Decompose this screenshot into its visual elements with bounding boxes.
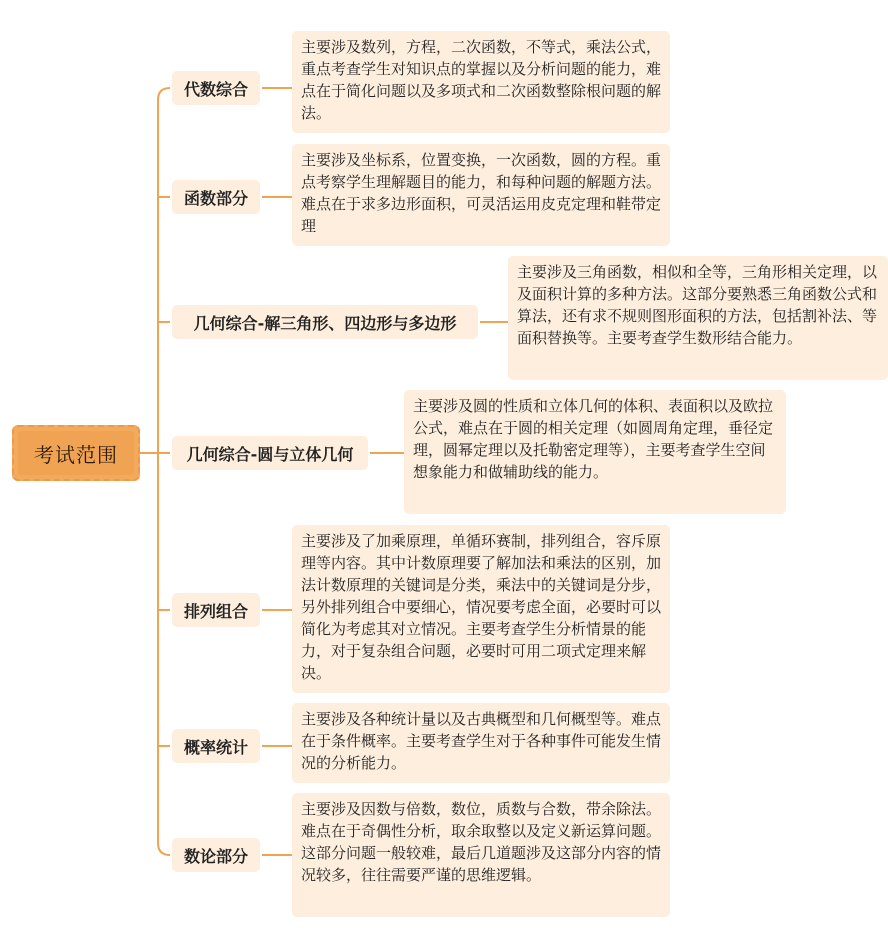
branch-label: 函数部分 xyxy=(183,188,248,208)
description-text: 主要涉及了加乘原理，单循环赛制，排列组合，容斥原理等内容。其中计数原理要了解加法和乘法的区别，加法计数原理的关键词是分类，乘法中的关键词是分步，另外排列组合中要细心，情况要考虑全面，必要时可以简化为考虑其对立情况。主要考查学生分析情景的能力，对于复杂组合问题，必要时可用二项式定理来解决。 xyxy=(301,532,662,682)
branch-node-probability[interactable] xyxy=(172,729,260,763)
description-text: 主要涉及数列，方程，二次函数，不等式，乘法公式，重点考查学生对知识点的掌握以及分析问题的能力，难点在于简化问题以及多项式和二次函数整除根问题的解法。 xyxy=(301,38,662,122)
description-text: 主要涉及坐标系，位置变换，一次函数，圆的方程。重点考察学生理解题目的能力，和每种问题的解题方法。难点在于求多边形面积，可灵活运用皮克定理和鞋带定理 xyxy=(301,151,662,235)
description-text: 主要涉及各种统计量以及古典概型和几何概型等。难点在于条件概率。主要考查学生对于各种事件可能发生情况的分析能力。 xyxy=(301,710,662,772)
branch-label: 排列组合 xyxy=(183,601,248,621)
description-text: 主要涉及三角函数，相似和全等，三角形相关定理，以及面积计算的多种方法。这部分要熟悉三角函数公式和算法，还有求不规则图形面积的方法，包括割补法、等面积替换等。主要考查学生数形结合能力。 xyxy=(517,263,878,347)
description-algebra xyxy=(292,31,670,133)
root-node[interactable] xyxy=(12,425,140,481)
branch-node-combinatorics[interactable] xyxy=(172,593,260,627)
branch-label: 数论部分 xyxy=(183,846,248,866)
description-combinatorics xyxy=(292,525,670,693)
branch-label: 几何综合-解三角形、四边形与多边形 xyxy=(193,313,457,333)
description-probability xyxy=(292,703,670,783)
branch-node-geometry-polygons[interactable] xyxy=(172,305,478,339)
branch-node-algebra[interactable] xyxy=(172,71,260,105)
description-number-theory xyxy=(292,793,670,917)
description-text: 主要涉及因数与倍数，数位，质数与合数，带余除法。难点在于奇偶性分析，取余取整以及定义新运算问题。这部分问题一般较难，最后几道题涉及这部分内容的情况较多，往往需要严谨的思维逻辑。 xyxy=(301,800,662,884)
description-geometry-polygons xyxy=(508,256,888,380)
branch-label: 几何综合-圆与立体几何 xyxy=(186,444,354,464)
branch-label: 代数综合 xyxy=(183,79,248,99)
description-text: 主要涉及圆的性质和立体几何的体积、表面积以及欧拉公式，难点在于圆的相关定理（如圆周角定理，垂径定理，圆幂定理以及托勒密定理等），主要考查学生空间想象能力和做辅助线的能力。 xyxy=(413,397,774,481)
branch-node-functions[interactable] xyxy=(172,180,260,214)
branch-node-number-theory[interactable] xyxy=(172,838,260,872)
trunk-line xyxy=(158,88,170,855)
root-label: 考试范围 xyxy=(34,442,118,467)
branch-node-geometry-circles-solids[interactable] xyxy=(172,436,368,470)
branch-label: 概率统计 xyxy=(183,737,248,757)
description-geometry-circles-solids xyxy=(404,390,786,514)
description-functions xyxy=(292,144,670,246)
